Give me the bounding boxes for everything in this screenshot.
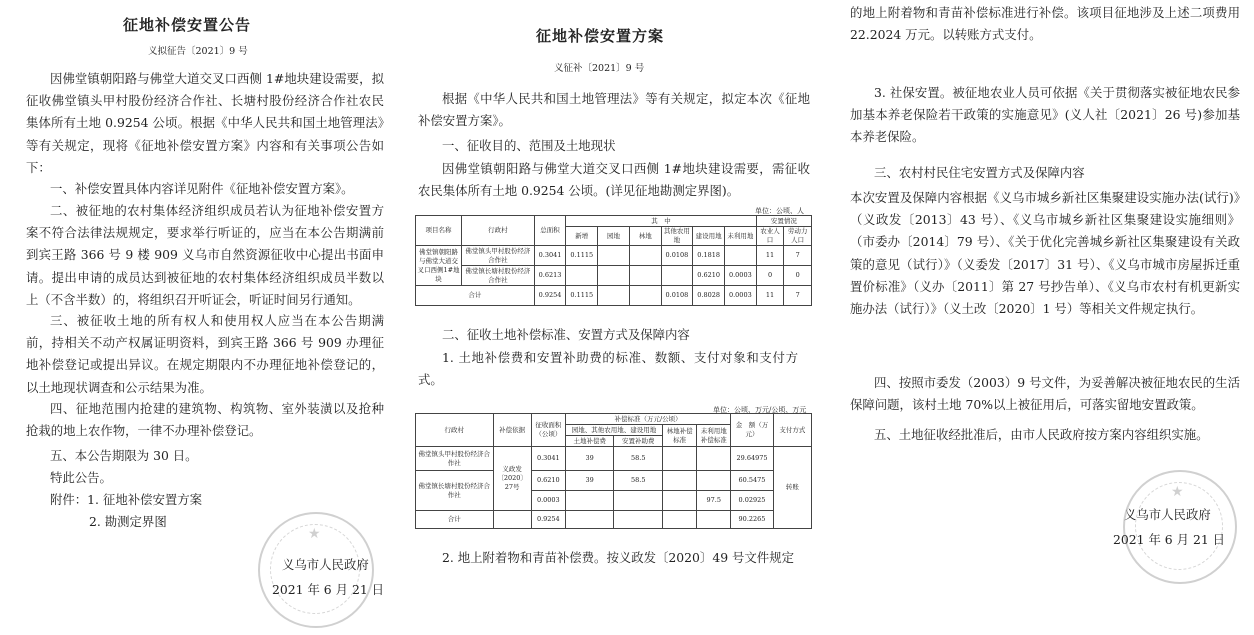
compensation-standard-table xyxy=(415,413,812,529)
table-cell: 0.0003 xyxy=(724,286,756,306)
table-cell: 0.0003 xyxy=(724,266,756,286)
attachment-2: 2. 勘测定界图 xyxy=(89,514,167,529)
table-header: 项目名称 xyxy=(416,216,462,246)
table-cell: 0.1818 xyxy=(693,246,725,266)
table-cell xyxy=(724,246,756,266)
table-header: 未利用地 xyxy=(724,227,756,246)
table-cell xyxy=(663,491,697,511)
table-cell: 97.5 xyxy=(697,491,731,511)
table-cell: 合计 xyxy=(416,286,535,306)
table-header: 未利用地补偿标准 xyxy=(697,425,731,447)
table-cell: 11 xyxy=(756,246,784,266)
table-cell xyxy=(663,471,697,491)
table-cell xyxy=(565,491,614,511)
table-header: 园地 xyxy=(598,227,630,246)
plan-paragraph: 根据《中华人民共和国土地管理法》等有关规定，拟定本次《征地补偿安置方案》。 xyxy=(418,91,810,129)
table-cell xyxy=(663,447,697,471)
table-cell xyxy=(697,471,731,491)
table-cell: 7 xyxy=(784,246,812,266)
table-cell xyxy=(697,511,731,529)
table-header: 征收面积（公顷） xyxy=(531,414,565,447)
table-cell: 佛堂镇长塘村股份经济合作社 xyxy=(416,471,494,511)
announcement-paragraph: 三、被征收土地的所有权人和使用权人应当在本公告期满前，持相关不动产权属证明资料，到宾王路 366 号 909 办理征地补偿登记或提出异议。在规定期限内不办理征地补偿登记的，以土地现状调查和公示结果为准。 xyxy=(26,313,384,395)
table-cell: 0.02925 xyxy=(731,491,773,511)
section-heading: 二、征收土地补偿标准、安置方式及保障内容 xyxy=(442,327,690,342)
table-cell: 0.0108 xyxy=(661,246,693,266)
table-total-row xyxy=(416,511,812,529)
table-cell: 佛堂镇头甲村股份经济合作社 xyxy=(416,447,494,471)
plan-paragraph: 2. 地上附着物和青苗补偿费。按义政发〔2020〕49 号文件规定 xyxy=(442,550,794,565)
land-status-table xyxy=(415,215,812,306)
seal-star-icon: ★ xyxy=(308,526,321,542)
table-cell xyxy=(565,511,614,529)
signing-date: 2021 年 6 月 21 日 xyxy=(272,582,385,597)
table-header: 建设用地 xyxy=(693,227,725,246)
table-unit-label: 单位：公顷、人 xyxy=(755,207,804,215)
table-cell: 0.6213 xyxy=(534,266,566,286)
table-header: 补偿标准（万元/公顷） xyxy=(565,414,730,425)
attachment-1: 附件：1. 征地补偿安置方案 xyxy=(50,492,203,507)
table-cell xyxy=(614,491,663,511)
table-total-row xyxy=(416,286,812,306)
table-header: 农业人口 xyxy=(756,227,784,246)
table-header: 安置补助费 xyxy=(614,436,663,447)
table-cell: 0.0003 xyxy=(531,491,565,511)
plan-paragraph: 五、土地征收经批准后，由市人民政府按方案内容组织实施。 xyxy=(874,427,1209,442)
compensation-plan-page xyxy=(400,0,830,635)
table-header: 其 中 xyxy=(566,216,756,227)
table-cell: 0.1115 xyxy=(566,286,598,306)
announcement-paragraph: 五、本公告期限为 30 日。 xyxy=(50,448,198,463)
announcement-doc-number: 义拟征告〔2021〕9 号 xyxy=(148,46,248,57)
table-unit-label: 单位：公顷、万元/公顷、万元 xyxy=(713,406,807,414)
table-cell: 11 xyxy=(756,286,784,306)
signing-date: 2021 年 6 月 21 日 xyxy=(1113,532,1226,547)
table-header: 支付方式 xyxy=(773,414,811,447)
table-cell: 0.6210 xyxy=(693,266,725,286)
table-cell xyxy=(661,266,693,286)
table-cell: 0.3041 xyxy=(531,447,565,471)
table-cell: 0.8028 xyxy=(693,286,725,306)
table-cell: 0.6210 xyxy=(531,471,565,491)
table-header: 总面积 xyxy=(534,216,566,246)
table-header: 劳动力人口 xyxy=(784,227,812,246)
announcement-page xyxy=(0,0,400,635)
table-row xyxy=(416,471,812,491)
announcement-paragraph: 二、被征地的农村集体经济组织成员若认为征地补偿安置方案不符合法律法规规定，要求举行听证的，应当在本公告期满前到宾王路 366 号 9 楼 909 义乌市自然资源征收中心提出书面申请。提出申请的成员达到被征地的农村集体经济组织成员半数以上（不含半数）的，将组织召开听证会，听证时间另行通知。 xyxy=(26,203,384,307)
table-header: 补偿依据 xyxy=(493,414,531,447)
table-cell xyxy=(598,266,630,286)
table-row xyxy=(416,266,812,286)
seal-star-icon: ★ xyxy=(1171,484,1184,500)
table-cell: 0 xyxy=(784,266,812,286)
announcement-paragraph: 特此公告。 xyxy=(50,470,112,485)
section-heading: 一、征收目的、范围及土地现状 xyxy=(442,138,616,153)
table-cell: 0.1115 xyxy=(566,246,598,266)
plan-paragraph: 1. 土地补偿费和安置补助费的标准、数额、支付对象和支付方式。 xyxy=(418,350,798,388)
plan-continuation-page xyxy=(830,0,1254,635)
plan-paragraph: 四、按照市委发（2003）9 号文件，为妥善解决被征地农民的生活保障问题，该村土地 70%以上被征用后，可落实留地安置政策。 xyxy=(850,375,1240,413)
table-cell xyxy=(697,447,731,471)
table-cell: 0.0108 xyxy=(661,286,693,306)
table-header: 林地 xyxy=(629,227,661,246)
table-cell: 义政发〔2020〕27号 xyxy=(493,447,531,511)
plan-title: 征地补偿安置方案 xyxy=(536,27,665,45)
plan-paragraph: 因佛堂镇朝阳路与佛堂大道交叉口西侧 1#地块建设需要，需征收农民集体所有土地 0.9254 公顷。(详见征地勘测定界图)。 xyxy=(418,161,810,199)
announcement-paragraph: 因佛堂镇朝阳路与佛堂大道交叉口西侧 1#地块建设需要，拟征收佛堂镇头甲村股份经济合作社、长塘村股份经济合作社农民集体所有土地 0.9254 公顷。根据《中华人民共和国土地管理法》等有关规定，现将《征地补偿安置方案》内容和有关事项公告如下： xyxy=(26,71,384,175)
table-header: 新增 xyxy=(566,227,598,246)
table-header: 行政村 xyxy=(416,414,494,447)
table-cell: 合计 xyxy=(416,511,494,529)
table-cell xyxy=(629,266,661,286)
table-cell: 29.64975 xyxy=(731,447,773,471)
table-cell: 0 xyxy=(756,266,784,286)
table-header: 行政村 xyxy=(462,216,535,246)
table-cell: 0.9254 xyxy=(531,511,565,529)
table-cell: 90.2265 xyxy=(731,511,773,529)
table-cell xyxy=(629,286,661,306)
announcement-title: 征地补偿安置公告 xyxy=(123,16,252,34)
table-cell xyxy=(598,246,630,266)
table-cell: 39 xyxy=(565,471,614,491)
table-cell xyxy=(663,511,697,529)
table-cell: 39 xyxy=(565,447,614,471)
table-cell: 佛堂镇长塘村股份经济合作社 xyxy=(462,266,535,286)
section-heading: 三、农村村民住宅安置方式及保障内容 xyxy=(874,165,1085,180)
table-cell xyxy=(598,286,630,306)
table-header: 安置情况 xyxy=(756,216,811,227)
table-cell xyxy=(566,266,598,286)
table-cell: 7 xyxy=(784,286,812,306)
plan-doc-number: 义征补〔2021〕9 号 xyxy=(554,63,645,74)
signing-authority: 义乌市人民政府 xyxy=(282,557,369,572)
table-row xyxy=(416,447,812,471)
table-row xyxy=(416,246,812,266)
table-cell: 60.5475 xyxy=(731,471,773,491)
table-header: 土地补偿费 xyxy=(565,436,614,447)
table-header: 园地、其他农用地、建设用地 xyxy=(565,425,662,436)
table-cell: 0.3041 xyxy=(534,246,566,266)
table-cell: 58.5 xyxy=(614,471,663,491)
announcement-paragraph: 四、征地范围内抢建的建筑物、构筑物、室外装潢以及抢种抢栽的地上农作物，一律不办理补偿登记。 xyxy=(26,401,384,439)
table-cell: 转账 xyxy=(773,447,811,529)
table-cell xyxy=(614,511,663,529)
table-header: 其他农用地 xyxy=(661,227,693,246)
table-header: 林地补偿标准 xyxy=(663,425,697,447)
table-cell: 佛堂镇朝阳路与佛堂大道交叉口西侧1#地块 xyxy=(416,246,462,286)
plan-paragraph: 的地上附着物和青苗补偿标准进行补偿。该项目征地涉及上述二项费用 22.2024 万元。以转账方式支付。 xyxy=(850,5,1240,43)
plan-paragraph: 3. 社保安置。被征地农业人员可依据《关于贯彻落实被征地农民参加基本养老保险若干政策的实施意见》(义人社〔2021〕26 号)参加基本养老保险。 xyxy=(850,85,1240,145)
table-cell: 佛堂镇头甲村股份经济合作社 xyxy=(462,246,535,266)
table-cell: 58.5 xyxy=(614,447,663,471)
plan-paragraph: 本次安置及保障内容根据《义乌市城乡新社区集聚建设实施办法(试行)》（义政发〔2013〕43 号）、《义乌市城乡新社区集聚建设实施细则》（市委办〔2014〕79 号）、《关于优化完善城乡新社区集聚建设有关政策的意见（试行）》（义委发〔2017〕31 号）、《义乌市城市房屋拆迁重置价标准》（义办〔2011〕第 27 号抄告单）、《义乌市农村有机更新实施办法（试行）》（义土改〔2020〕1 号）等相关文件规定执行。 xyxy=(850,190,1240,317)
signing-authority: 义乌市人民政府 xyxy=(1124,507,1211,522)
announcement-paragraph: 一、补偿安置具体内容详见附件《征地补偿安置方案》。 xyxy=(50,181,354,196)
table-cell: 0.9254 xyxy=(534,286,566,306)
table-header: 金 额（万元） xyxy=(731,414,773,447)
table-cell xyxy=(629,246,661,266)
table-cell xyxy=(493,511,531,529)
